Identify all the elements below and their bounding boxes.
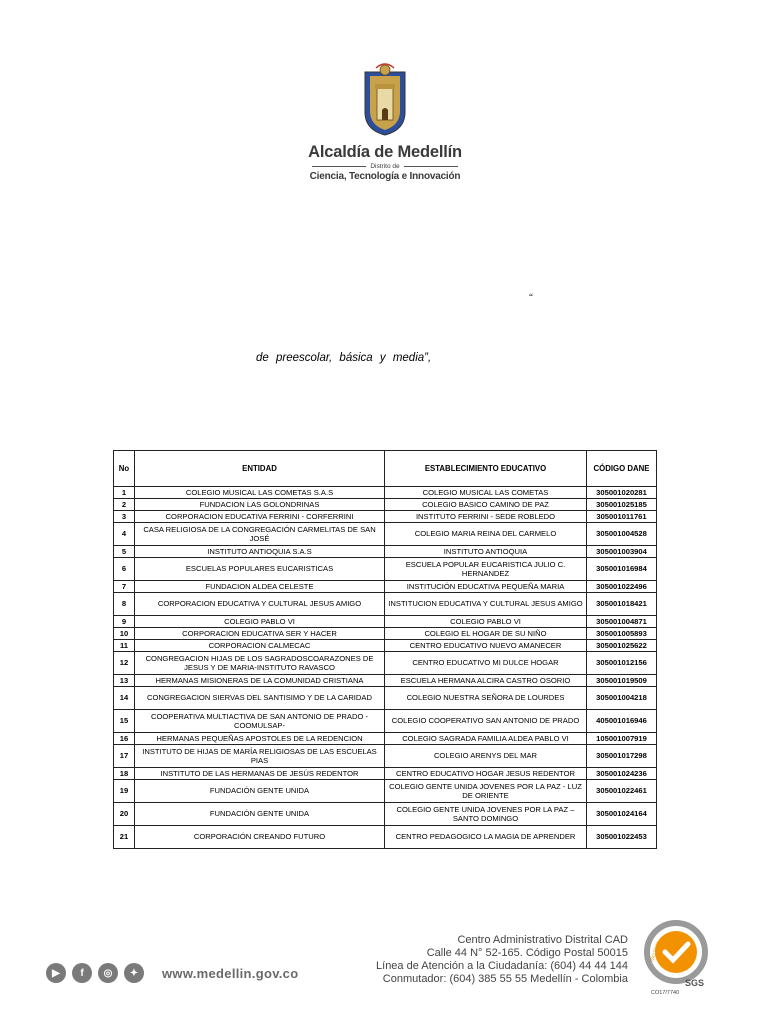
cell-establecimiento: INSTITUCIÓN EDUCATIVA PEQUEÑA MARIA xyxy=(385,581,587,593)
col-header-no: No xyxy=(114,451,135,487)
cell-establecimiento: COLEGIO EL HOGAR DE SU NIÑO xyxy=(385,628,587,640)
cell-entidad: HERMANAS MISIONERAS DE LA COMUNIDAD CRISTIANA xyxy=(135,675,385,687)
cell-no: 8 xyxy=(114,593,135,616)
cell-entidad: HERMANAS PEQUEÑAS APOSTOLES DE LA REDENCION xyxy=(135,733,385,745)
cell-no: 10 xyxy=(114,628,135,640)
cell-no: 16 xyxy=(114,733,135,745)
cell-entidad: INSTITUTO ANTIOQUIA S.A.S xyxy=(135,546,385,558)
cell-establecimiento: COLEGIO PABLO VI xyxy=(385,616,587,628)
cell-no: 21 xyxy=(114,826,135,849)
table-header-row xyxy=(114,451,657,487)
cell-entidad: COLEGIO PABLO VI xyxy=(135,616,385,628)
table-row xyxy=(114,780,657,803)
cell-entidad: CORPORACION EDUCATIVA FERRINI - CORFERRINI xyxy=(135,511,385,523)
cell-establecimiento: COLEGIO SAGRADA FAMILIA ALDEA PABLO VI xyxy=(385,733,587,745)
cell-no: 6 xyxy=(114,558,135,581)
cell-no: 18 xyxy=(114,768,135,780)
cell-no: 4 xyxy=(114,523,135,546)
cell-establecimiento: COLEGIO ARENYS DEL MAR xyxy=(385,745,587,768)
table-row xyxy=(114,487,657,499)
cell-codigo: 305001005893 xyxy=(587,628,657,640)
cell-establecimiento: ESCUELA HERMANA ALCIRA CASTRO OSORIO xyxy=(385,675,587,687)
cell-codigo: 305001025185 xyxy=(587,499,657,511)
cell-entidad: CORPORACION EDUCATIVA Y CULTURAL JESUS AMIGO xyxy=(135,593,385,616)
footer-address xyxy=(376,934,628,986)
table-row xyxy=(114,511,657,523)
cert-iso-text: ISO 9001 xyxy=(649,940,663,963)
table-row xyxy=(114,546,657,558)
address-line: Línea de Atención a la Ciudadanía: (604) 44 44 144 xyxy=(376,960,628,972)
cell-entidad: FUNDACIÓN GENTE UNIDA xyxy=(135,780,385,803)
table-row xyxy=(114,687,657,710)
table-row xyxy=(114,499,657,511)
table-row xyxy=(114,768,657,780)
cell-establecimiento: COLEGIO NUESTRA SEÑORA DE LOURDES xyxy=(385,687,587,710)
cell-codigo: 305001022461 xyxy=(587,780,657,803)
cell-establecimiento: CENTRO EDUCATIVO MI DULCE HOGAR xyxy=(385,652,587,675)
cert-code: CO17/7740 xyxy=(651,990,680,996)
cell-no: 5 xyxy=(114,546,135,558)
table-row xyxy=(114,803,657,826)
body-text-fragment: de preescolar, básica y media”, xyxy=(256,352,432,364)
address-line: Centro Administrativo Distrital CAD xyxy=(457,934,628,946)
facebook-icon[interactable]: f xyxy=(72,963,92,983)
cell-no: 13 xyxy=(114,675,135,687)
table-row xyxy=(114,593,657,616)
cell-codigo: 305001024164 xyxy=(587,803,657,826)
table-row xyxy=(114,652,657,675)
table-row xyxy=(114,558,657,581)
cell-establecimiento: COLEGIO BASICO CAMINO DE PAZ xyxy=(385,499,587,511)
cell-codigo: 305001011761 xyxy=(587,511,657,523)
cell-codigo: 305001004871 xyxy=(587,616,657,628)
sgs-certification-icon xyxy=(643,920,713,992)
header-logo xyxy=(300,62,470,182)
cell-codigo: 305001012156 xyxy=(587,652,657,675)
table-row xyxy=(114,628,657,640)
cell-entidad: INSTITUTO DE LAS HERMANAS DE JESÚS REDENTOR xyxy=(135,768,385,780)
cell-establecimiento: COLEGIO MARIA REINA DEL CARMELO xyxy=(385,523,587,546)
cell-entidad: INSTITUTO DE HIJAS DE MARÍA RELIGIOSAS DE LAS ESCUELAS PIAS xyxy=(135,745,385,768)
cell-establecimiento: CENTRO EDUCATIVO HOGAR JESUS REDENTOR xyxy=(385,768,587,780)
cell-entidad: CORPORACION EDUCATIVA SER Y HACER xyxy=(135,628,385,640)
cell-no: 11 xyxy=(114,640,135,652)
table-body xyxy=(114,487,657,849)
org-name: Alcaldía de Medellín xyxy=(308,143,462,161)
cell-establecimiento: CENTRO EDUCATIVO NUEVO AMANECER xyxy=(385,640,587,652)
cell-entidad: COLEGIO MUSICAL LAS COMETAS S.A.S xyxy=(135,487,385,499)
table-row xyxy=(114,710,657,733)
cell-no: 1 xyxy=(114,487,135,499)
address-line: Calle 44 N° 52-165. Código Postal 50015 xyxy=(426,947,628,959)
district-name: Ciencia, Tecnología e Innovación xyxy=(309,171,461,182)
cell-establecimiento: COLEGIO COOPERATIVO SAN ANTONIO DE PRADO xyxy=(385,710,587,733)
address-line: Conmutador: (604) 385 55 55 Medellín - Colombia xyxy=(382,973,628,985)
cell-entidad: FUNDACIÓN GENTE UNIDA xyxy=(135,803,385,826)
cell-codigo: 305001020281 xyxy=(587,487,657,499)
cell-codigo: 305001003904 xyxy=(587,546,657,558)
cell-codigo: 305001018421 xyxy=(587,593,657,616)
cell-entidad: CORPORACION CALMECAC xyxy=(135,640,385,652)
cell-codigo: 305001022453 xyxy=(587,826,657,849)
cell-no: 2 xyxy=(114,499,135,511)
cell-establecimiento: COLEGIO GENTE UNIDA JOVENES POR LA PAZ - LUZ DE ORIENTE xyxy=(385,780,587,803)
cell-no: 19 xyxy=(114,780,135,803)
cell-establecimiento: INSTITUCION EDUCATIVA Y CULTURAL JESUS AMIGO xyxy=(385,593,587,616)
table-row xyxy=(114,745,657,768)
youtube-icon[interactable]: ▶ xyxy=(46,963,66,983)
cell-entidad: CORPORACIÓN CREANDO FUTURO xyxy=(135,826,385,849)
cell-no: 15 xyxy=(114,710,135,733)
divider-line xyxy=(404,166,458,167)
table-row xyxy=(114,826,657,849)
cell-establecimiento: COLEGIO GENTE UNIDA JOVENES POR LA PAZ – SANTO DOMINGO xyxy=(385,803,587,826)
cell-codigo: 305001004528 xyxy=(587,523,657,546)
district-row xyxy=(300,163,470,170)
coat-of-arms-icon xyxy=(362,62,408,136)
cell-no: 14 xyxy=(114,687,135,710)
cell-establecimiento: CENTRO PEDAGOGICO LA MAGIA DE APRENDER xyxy=(385,826,587,849)
establishments-table xyxy=(113,450,657,849)
social-icons xyxy=(46,963,144,983)
col-header-entidad: ENTIDAD xyxy=(135,451,385,487)
cell-no: 3 xyxy=(114,511,135,523)
cell-establecimiento: COLEGIO MUSICAL LAS COMETAS xyxy=(385,487,587,499)
divider-line xyxy=(312,166,366,167)
cell-entidad: FUNDACION LAS GOLONDRINAS xyxy=(135,499,385,511)
twitter-icon[interactable]: ✦ xyxy=(124,963,144,983)
cell-establecimiento: ESCUELA POPULAR EUCARISTICA JULIO C. HERNANDEZ xyxy=(385,558,587,581)
cell-codigo: 305001004218 xyxy=(587,687,657,710)
cell-entidad: CONGREGACION HIJAS DE LOS SAGRADOSCOARAZONES DE JESUS Y DE MARIA-INSTITUTO RAVASCO xyxy=(135,652,385,675)
cell-no: 7 xyxy=(114,581,135,593)
table-row xyxy=(114,616,657,628)
district-label: Distrito de xyxy=(370,163,400,170)
cell-codigo: 305001024236 xyxy=(587,768,657,780)
cell-no: 12 xyxy=(114,652,135,675)
cell-establecimiento: INSTITUTO ANTIOQUIA xyxy=(385,546,587,558)
footer-url[interactable]: www.medellin.gov.co xyxy=(162,966,299,981)
cell-codigo: 105001007919 xyxy=(587,733,657,745)
cell-codigo: 305001025622 xyxy=(587,640,657,652)
table-row xyxy=(114,581,657,593)
cell-no: 17 xyxy=(114,745,135,768)
cell-entidad: FUNDACION ALDEA CELESTE xyxy=(135,581,385,593)
cell-codigo: 305001022496 xyxy=(587,581,657,593)
instagram-icon[interactable]: ◎ xyxy=(98,963,118,983)
table-row xyxy=(114,640,657,652)
quote-mark: “ xyxy=(529,292,533,302)
cell-codigo: 305001017298 xyxy=(587,745,657,768)
cell-entidad: COOPERATIVA MULTIACTIVA DE SAN ANTONIO DE PRADO - COOMULSAP- xyxy=(135,710,385,733)
cell-no: 9 xyxy=(114,616,135,628)
cell-codigo: 405001016946 xyxy=(587,710,657,733)
cell-entidad: CONGREGACION SIERVAS DEL SANTISIMO Y DE LA CARIDAD xyxy=(135,687,385,710)
cell-establecimiento: INSTITUTO FERRINI - SEDE ROBLEDO xyxy=(385,511,587,523)
table-row xyxy=(114,523,657,546)
cert-label: SGS xyxy=(685,978,705,988)
cell-entidad: CASA RELIGIOSA DE LA CONGREGACIÓN CARMELITAS DE SAN JOSÉ xyxy=(135,523,385,546)
col-header-establecimiento: ESTABLECIMIENTO EDUCATIVO xyxy=(385,451,587,487)
cell-entidad: ESCUELAS POPULARES EUCARISTICAS xyxy=(135,558,385,581)
cell-no: 20 xyxy=(114,803,135,826)
table-row xyxy=(114,733,657,745)
cell-codigo: 305001019509 xyxy=(587,675,657,687)
table-row xyxy=(114,675,657,687)
cell-codigo: 305001016984 xyxy=(587,558,657,581)
col-header-codigo: CÓDIGO DANE xyxy=(587,451,657,487)
